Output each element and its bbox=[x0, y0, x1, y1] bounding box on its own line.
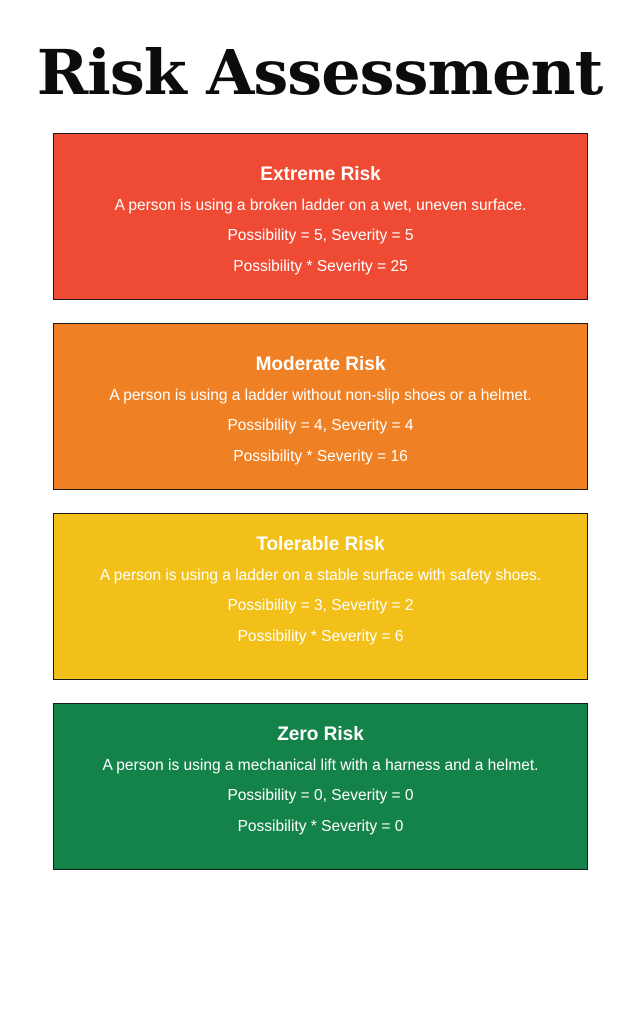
card-product-line: Possibility * Severity = 16 bbox=[233, 448, 408, 465]
card-product-line: Possibility * Severity = 25 bbox=[233, 258, 408, 275]
card-heading: Tolerable Risk bbox=[256, 534, 385, 555]
card-description: A person is using a mechanical lift with a harness and a helmet. bbox=[102, 757, 539, 774]
extreme-risk-card bbox=[53, 133, 588, 300]
zero-risk-card bbox=[53, 703, 588, 870]
card-product-line: Possibility * Severity = 6 bbox=[237, 628, 404, 645]
card-description: A person is using a ladder without non-slip shoes or a helmet. bbox=[109, 387, 532, 404]
card-description: A person is using a ladder on a stable surface with safety shoes. bbox=[99, 567, 542, 584]
card-values-line: Possibility = 5, Severity = 5 bbox=[227, 227, 414, 244]
card-description: A person is using a broken ladder on a wet, uneven surface. bbox=[114, 197, 527, 214]
tolerable-risk-card bbox=[53, 513, 588, 680]
card-values-line: Possibility = 0, Severity = 0 bbox=[227, 787, 414, 804]
card-values-line: Possibility = 4, Severity = 4 bbox=[227, 417, 414, 434]
card-heading: Zero Risk bbox=[277, 724, 364, 745]
card-values-line: Possibility = 3, Severity = 2 bbox=[227, 597, 414, 614]
moderate-risk-card bbox=[53, 323, 588, 490]
page-title: Risk Assessment bbox=[36, 36, 603, 109]
card-heading: Extreme Risk bbox=[260, 164, 381, 185]
card-heading: Moderate Risk bbox=[255, 354, 386, 375]
card-product-line: Possibility * Severity = 0 bbox=[237, 818, 404, 835]
